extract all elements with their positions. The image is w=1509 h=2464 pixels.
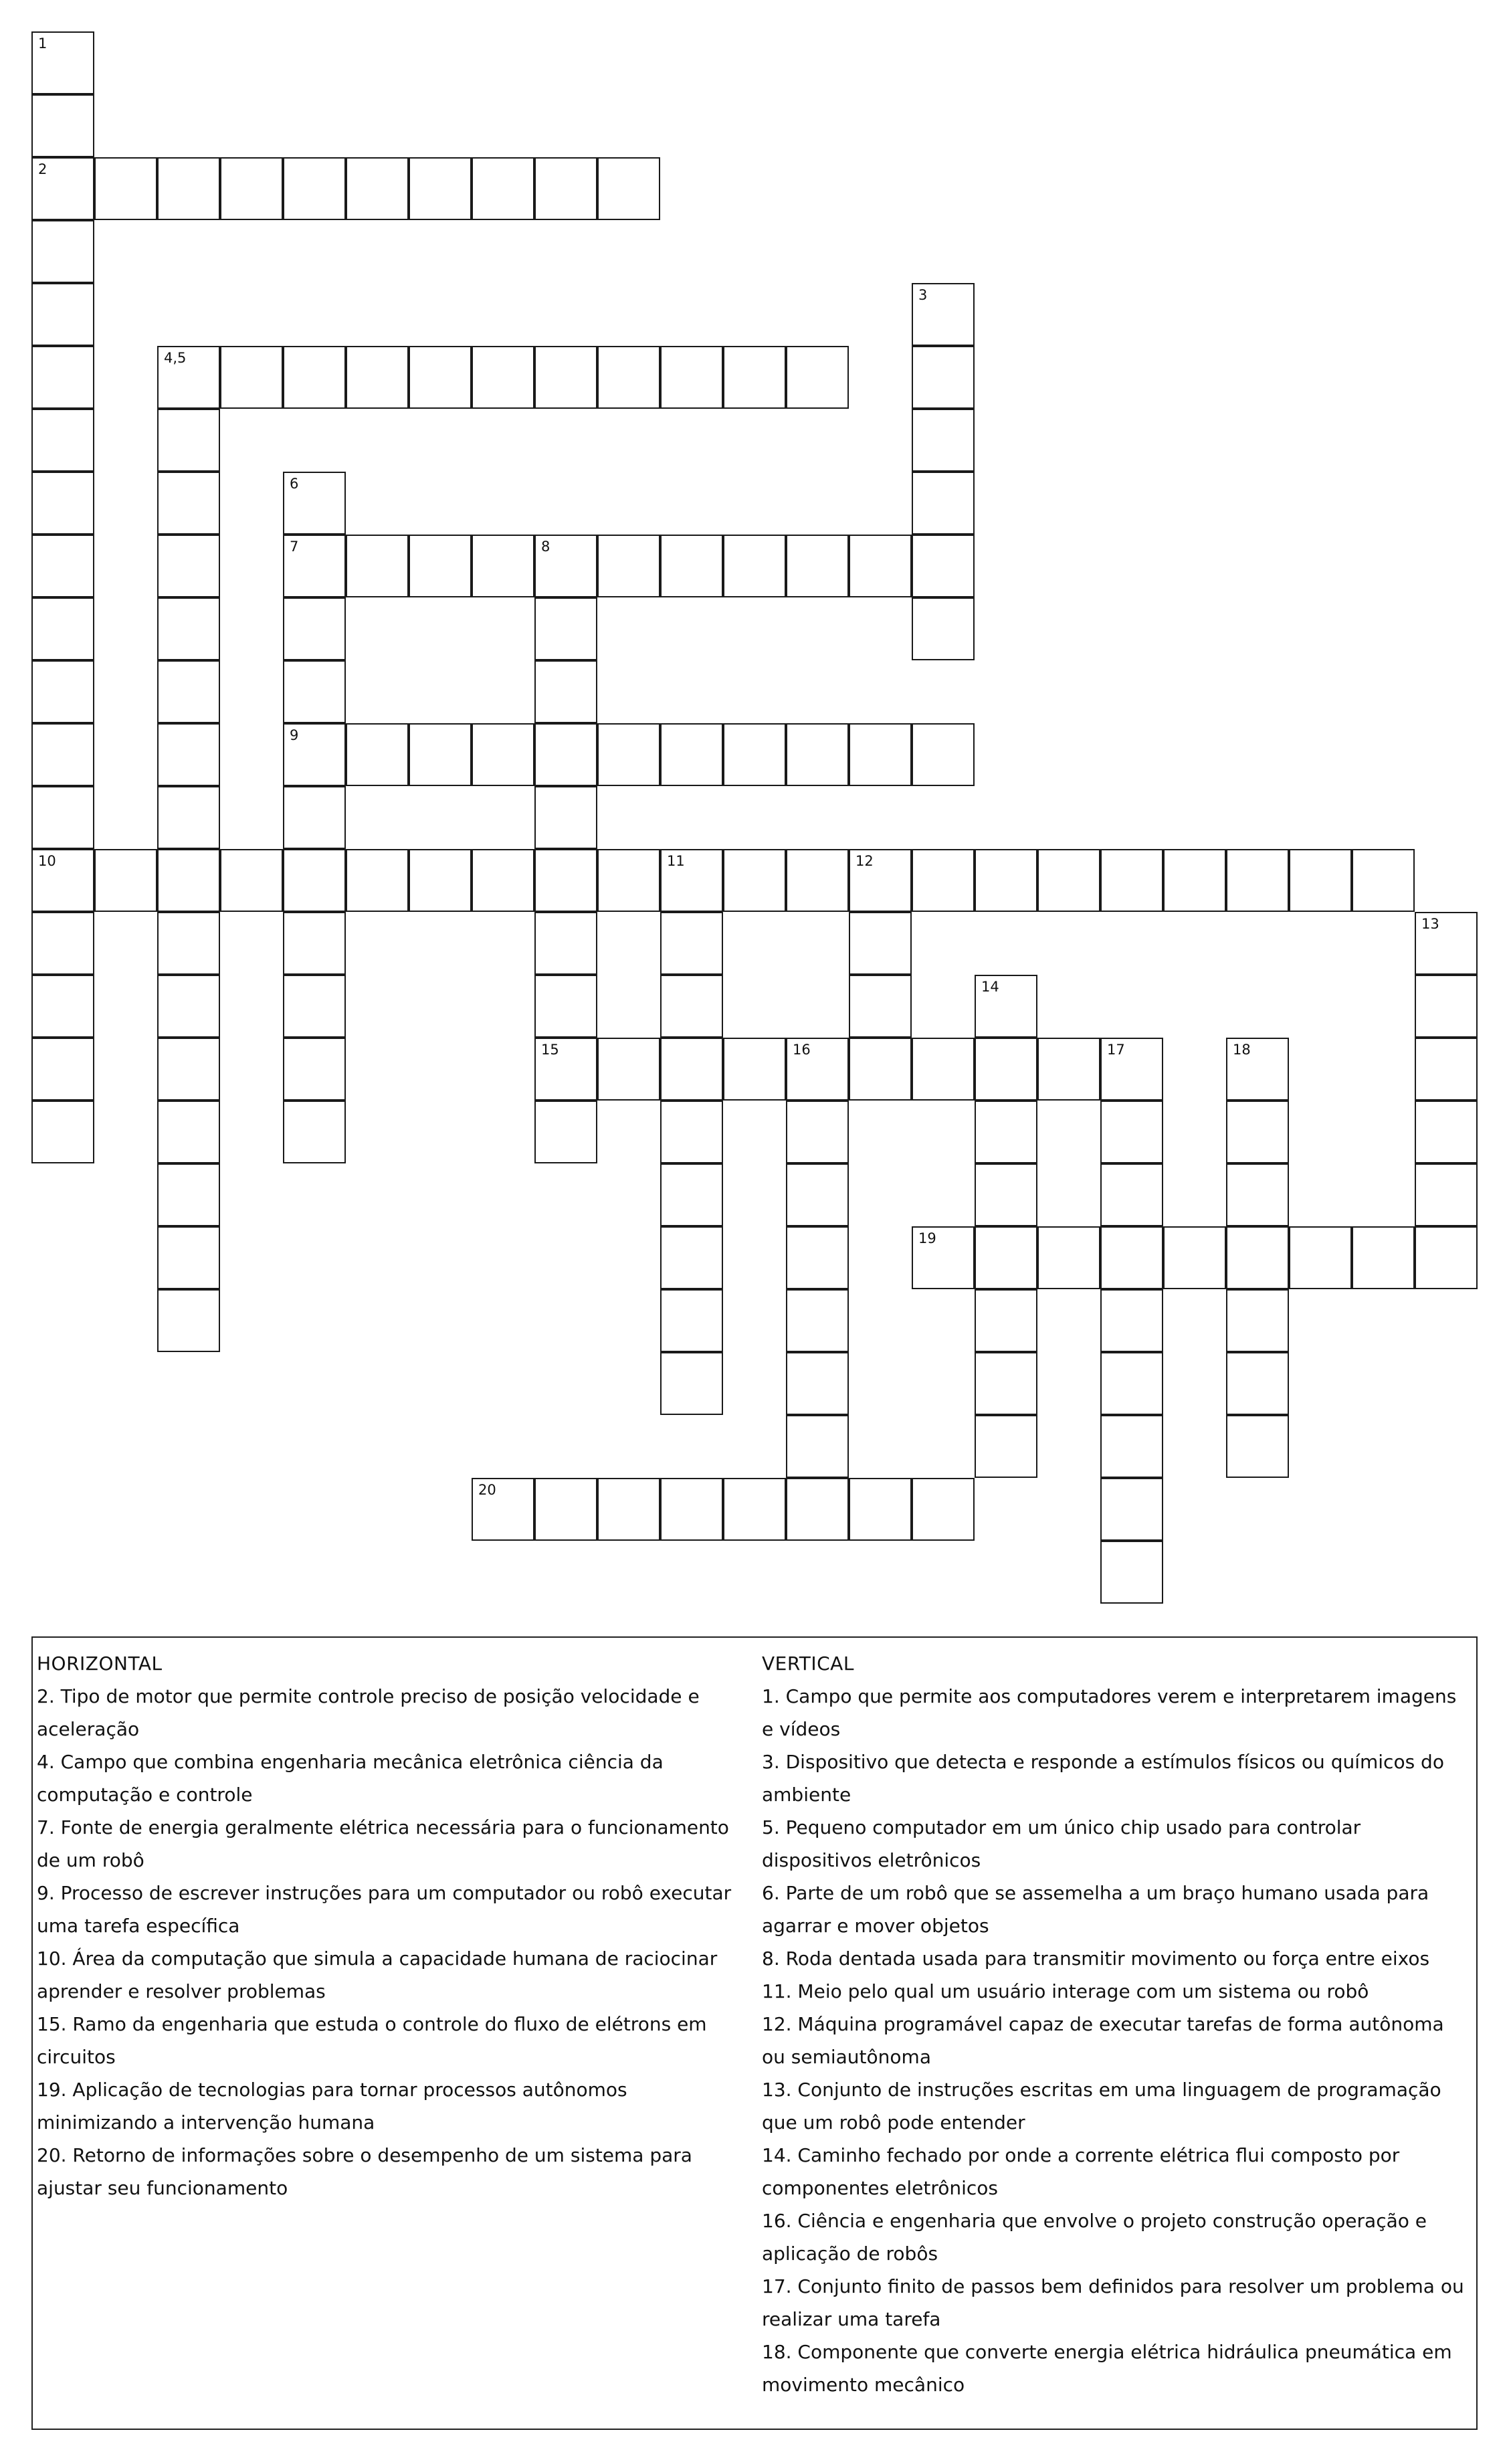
grid-cell[interactable] [975,975,1037,1038]
grid-cell[interactable] [660,1289,723,1352]
grid-cell[interactable] [597,1478,660,1541]
grid-cell[interactable] [283,157,346,220]
grid-cell[interactable] [157,975,220,1038]
horizontal-clues [37,1647,746,2204]
grid-cell[interactable] [1226,1163,1289,1226]
grid-cell[interactable] [1226,849,1289,912]
clue-number: 19 [918,1230,936,1246]
clue-number: 16 [793,1042,811,1058]
grid-cell[interactable] [31,157,94,220]
grid-cell[interactable] [1226,1038,1289,1101]
vertical-clue: 1. Campo que permite aos computadores verem e interpretarem imagens e vídeos [762,1685,1457,1740]
grid-cell[interactable] [157,535,220,597]
grid-cell[interactable] [786,1289,849,1352]
clue-number: 10 [38,853,56,869]
grid-cell[interactable] [283,723,346,786]
grid-cell[interactable] [157,912,220,975]
grid-cell[interactable] [660,1352,723,1415]
grid-cell[interactable] [157,597,220,660]
grid-cell[interactable] [157,849,220,912]
grid-cell[interactable] [157,1163,220,1226]
grid-cell[interactable] [409,157,472,220]
grid-cell[interactable] [723,1478,786,1541]
clue-number: 8 [541,539,550,555]
grid-cell[interactable] [534,786,597,849]
grid-cell[interactable] [31,535,94,597]
grid-cell[interactable] [1100,1352,1163,1415]
grid-cell[interactable] [597,346,660,409]
horizontal-clue: 7. Fonte de energia geralmente elétrica necessária para o funcionamento de um robô [37,1816,729,1871]
grid-cell[interactable] [409,849,472,912]
grid-cell[interactable] [786,1163,849,1226]
grid-cell[interactable] [1100,1226,1163,1289]
grid-cell[interactable] [157,346,220,409]
grid-cell[interactable] [1163,1226,1226,1289]
grid-cell[interactable] [31,660,94,723]
grid-cell[interactable] [597,535,660,597]
grid-cell[interactable] [534,912,597,975]
grid-cell[interactable] [660,1163,723,1226]
grid-cell[interactable] [660,975,723,1038]
grid-cell[interactable] [472,1478,534,1541]
grid-cell[interactable] [786,535,849,597]
grid-cell[interactable] [660,1101,723,1163]
grid-cell[interactable] [849,1478,912,1541]
grid-cell[interactable] [157,660,220,723]
grid-cell[interactable] [534,157,597,220]
clue-number: 7 [290,539,299,555]
grid-cell[interactable] [1226,1101,1289,1163]
clue-number: 15 [541,1042,559,1058]
clue-number: 18 [1233,1042,1251,1058]
grid-cell[interactable] [723,1038,786,1101]
vertical-clue: 3. Dispositivo que detecta e responde a estímulos físicos ou químicos do ambiente [762,1751,1444,1806]
grid-cell[interactable] [660,723,723,786]
grid-cell[interactable] [283,1038,346,1101]
grid-cell[interactable] [597,157,660,220]
grid-cell[interactable] [1100,1478,1163,1541]
clue-number: 11 [667,853,685,869]
grid-cell[interactable] [157,723,220,786]
grid-cell[interactable] [597,849,660,912]
grid-cell[interactable] [1289,849,1352,912]
vertical-clues [762,1647,1471,2401]
grid-cell[interactable] [723,535,786,597]
grid-cell[interactable] [1226,1415,1289,1478]
grid-cell[interactable] [31,723,94,786]
grid-cell[interactable] [1352,849,1415,912]
grid-cell[interactable] [975,1038,1037,1101]
grid-cell[interactable] [912,472,975,535]
grid-cell[interactable] [157,157,220,220]
grid-cell[interactable] [912,535,975,597]
grid-cell[interactable] [660,346,723,409]
grid-cell[interactable] [346,723,409,786]
grid-cell[interactable] [1352,1226,1415,1289]
grid-cell[interactable] [1100,1163,1163,1226]
grid-cell[interactable] [31,597,94,660]
grid-cell[interactable] [534,975,597,1038]
grid-cell[interactable] [31,220,94,283]
grid-cell[interactable] [660,1478,723,1541]
grid-cell[interactable] [597,723,660,786]
grid-cell[interactable] [283,786,346,849]
grid-cell[interactable] [1100,1101,1163,1163]
clue-number: 3 [918,287,928,303]
clue-number: 2 [38,161,47,177]
grid-cell[interactable] [849,1038,912,1101]
grid-cell[interactable] [597,1038,660,1101]
grid-cell[interactable] [31,409,94,472]
grid-cell[interactable] [283,472,346,535]
grid-cell[interactable] [283,660,346,723]
grid-cell[interactable] [31,94,94,157]
grid-cell[interactable] [1415,1163,1478,1226]
grid-cell[interactable] [472,535,534,597]
grid-cell[interactable] [31,283,94,346]
grid-cell[interactable] [409,723,472,786]
grid-cell[interactable] [94,157,157,220]
grid-cell[interactable] [1100,849,1163,912]
grid-cell[interactable] [912,1038,975,1101]
grid-cell[interactable] [1163,849,1226,912]
horizontal-clue-list [37,1680,746,2204]
grid-cell[interactable] [1226,1352,1289,1415]
grid-cell[interactable] [1415,975,1478,1038]
grid-cell[interactable] [912,346,975,409]
grid-cell[interactable] [975,1352,1037,1415]
grid-cell[interactable] [534,1101,597,1163]
grid-cell[interactable] [1226,1226,1289,1289]
grid-cell[interactable] [31,31,94,94]
horizontal-clue: 15. Ramo da engenharia que estuda o controle do fluxo de elétrons em circuitos [37,2013,707,2068]
vertical-clue: 13. Conjunto de instruções escritas em uma linguagem de programação que um robô pode entender [762,2079,1441,2134]
grid-cell[interactable] [534,660,597,723]
grid-cell[interactable] [1037,1226,1100,1289]
clue-number: 12 [856,853,874,869]
grid-cell[interactable] [157,1101,220,1163]
grid-cell[interactable] [786,1038,849,1101]
clue-number: 20 [478,1482,496,1498]
grid-cell[interactable] [283,912,346,975]
grid-cell[interactable] [660,535,723,597]
grid-cell[interactable] [975,1226,1037,1289]
grid-cell[interactable] [786,849,849,912]
grid-cell[interactable] [31,1038,94,1101]
grid-cell[interactable] [1100,1415,1163,1478]
grid-cell[interactable] [220,157,283,220]
grid-cell[interactable] [1415,1226,1478,1289]
grid-cell[interactable] [786,1226,849,1289]
grid-cell[interactable] [660,912,723,975]
grid-cell[interactable] [472,723,534,786]
vertical-clue: 14. Caminho fechado por onde a corrente elétrica flui composto por componentes eletrônicos [762,2144,1400,2199]
grid-cell[interactable] [912,849,975,912]
clue-number: 17 [1107,1042,1125,1058]
grid-cell[interactable] [786,1478,849,1541]
grid-cell[interactable] [346,157,409,220]
grid-cell[interactable] [1037,1038,1100,1101]
grid-cell[interactable] [157,1038,220,1101]
clue-number: 14 [981,979,999,995]
grid-cell[interactable] [283,975,346,1038]
grid-cell[interactable] [472,849,534,912]
grid-cell[interactable] [157,1289,220,1352]
grid-cell[interactable] [723,723,786,786]
grid-cell[interactable] [975,1163,1037,1226]
grid-cell[interactable] [660,849,723,912]
vertical-clue: 6. Parte de um robô que se assemelha a um braço humano usada para agarrar e mover objetos [762,1882,1429,1937]
grid-cell[interactable] [94,849,157,912]
grid-cell[interactable] [1415,1101,1478,1163]
grid-cell[interactable] [346,849,409,912]
grid-cell[interactable] [31,472,94,535]
grid-cell[interactable] [1100,1541,1163,1604]
grid-cell[interactable] [975,849,1037,912]
grid-cell[interactable] [912,597,975,660]
grid-cell[interactable] [534,597,597,660]
grid-cell[interactable] [472,346,534,409]
grid-cell[interactable] [849,975,912,1038]
horizontal-heading: HORIZONTAL [37,1652,163,1675]
grid-cell[interactable] [534,1038,597,1101]
grid-cell[interactable] [849,723,912,786]
grid-cell[interactable] [283,849,346,912]
horizontal-clue: 2. Tipo de motor que permite controle preciso de posição velocidade e aceleração [37,1685,700,1740]
grid-cell[interactable] [1226,1289,1289,1352]
grid-cell[interactable] [660,1038,723,1101]
grid-cell[interactable] [1100,1289,1163,1352]
vertical-heading: VERTICAL [762,1652,854,1675]
grid-cell[interactable] [409,346,472,409]
clue-number: 4,5 [164,350,187,366]
grid-cell[interactable] [912,1226,975,1289]
grid-cell[interactable] [283,535,346,597]
grid-cell[interactable] [157,472,220,535]
vertical-clue: 16. Ciência e engenharia que envolve o projeto construção operação e aplicação de robôs [762,2210,1427,2265]
grid-cell[interactable] [534,723,597,786]
grid-cell[interactable] [283,346,346,409]
clue-number: 13 [1421,916,1439,932]
grid-cell[interactable] [534,1478,597,1541]
vertical-clue: 18. Componente que converte energia elétrica hidráulica pneumática em movimento mecânico [762,2341,1452,2396]
grid-cell[interactable] [157,1226,220,1289]
grid-cell[interactable] [157,786,220,849]
grid-cell[interactable] [534,849,597,912]
grid-cell[interactable] [723,346,786,409]
grid-cell[interactable] [157,409,220,472]
grid-cell[interactable] [346,535,409,597]
grid-cell[interactable] [31,912,94,975]
vertical-clue: 5. Pequeno computador em um único chip usado para controlar dispositivos eletrônicos [762,1816,1361,1871]
grid-cell[interactable] [912,283,975,346]
grid-cell[interactable] [912,1478,975,1541]
horizontal-clue: 10. Área da computação que simula a capacidade humana de raciocinar aprender e resolver problemas [37,1948,718,2002]
grid-cell[interactable] [786,1415,849,1478]
grid-cell[interactable] [409,535,472,597]
clue-number: 1 [38,35,47,52]
grid-cell[interactable] [786,1101,849,1163]
grid-cell[interactable] [786,1352,849,1415]
grid-cell[interactable] [31,849,94,912]
grid-cell[interactable] [31,346,94,409]
grid-cell[interactable] [31,975,94,1038]
grid-cell[interactable] [849,912,912,975]
grid-cell[interactable] [1289,1226,1352,1289]
grid-cell[interactable] [220,849,283,912]
grid-cell[interactable] [786,723,849,786]
grid-cell[interactable] [975,1289,1037,1352]
grid-cell[interactable] [975,1101,1037,1163]
horizontal-clue: 4. Campo que combina engenharia mecânica eletrônica ciência da computação e controle [37,1751,664,1806]
grid-cell[interactable] [849,849,912,912]
grid-cell[interactable] [1415,1038,1478,1101]
grid-cell[interactable] [1100,1038,1163,1101]
clue-number: 9 [290,727,299,743]
grid-cell[interactable] [1037,849,1100,912]
grid-cell[interactable] [660,1226,723,1289]
grid-cell[interactable] [472,157,534,220]
horizontal-clue: 9. Processo de escrever instruções para um computador ou robô executar uma tarefa específica [37,1882,732,1937]
grid-cell[interactable] [283,597,346,660]
horizontal-clue: 19. Aplicação de tecnologias para tornar processos autônomos minimizando a intervenção humana [37,2079,627,2134]
vertical-clue-list [762,1680,1471,2401]
grid-cell[interactable] [31,786,94,849]
grid-cell[interactable] [912,409,975,472]
clue-number: 6 [290,476,299,492]
grid-cell[interactable] [912,723,975,786]
grid-cell[interactable] [346,346,409,409]
grid-cell[interactable] [220,346,283,409]
grid-cell[interactable] [534,535,597,597]
grid-cell[interactable] [283,1101,346,1163]
grid-cell[interactable] [1415,912,1478,975]
vertical-clue: 17. Conjunto finito de passos bem definidos para resolver um problema ou realizar uma tarefa [762,2275,1464,2330]
grid-cell[interactable] [849,535,912,597]
grid-cell[interactable] [975,1415,1037,1478]
clues-box [31,1636,1478,2430]
horizontal-clue: 20. Retorno de informações sobre o desempenho de um sistema para ajustar seu funcionamento [37,2144,692,2199]
vertical-clue: 12. Máquina programável capaz de executar tarefas de forma autônoma ou semiautônoma [762,2013,1444,2068]
grid-cell[interactable] [786,346,849,409]
grid-cell[interactable] [31,1101,94,1163]
grid-cell[interactable] [723,849,786,912]
vertical-clue: 8. Roda dentada usada para transmitir movimento ou força entre eixos [762,1948,1430,1970]
grid-cell[interactable] [534,346,597,409]
vertical-clue: 11. Meio pelo qual um usuário interage com um sistema ou robô [762,1980,1369,2002]
